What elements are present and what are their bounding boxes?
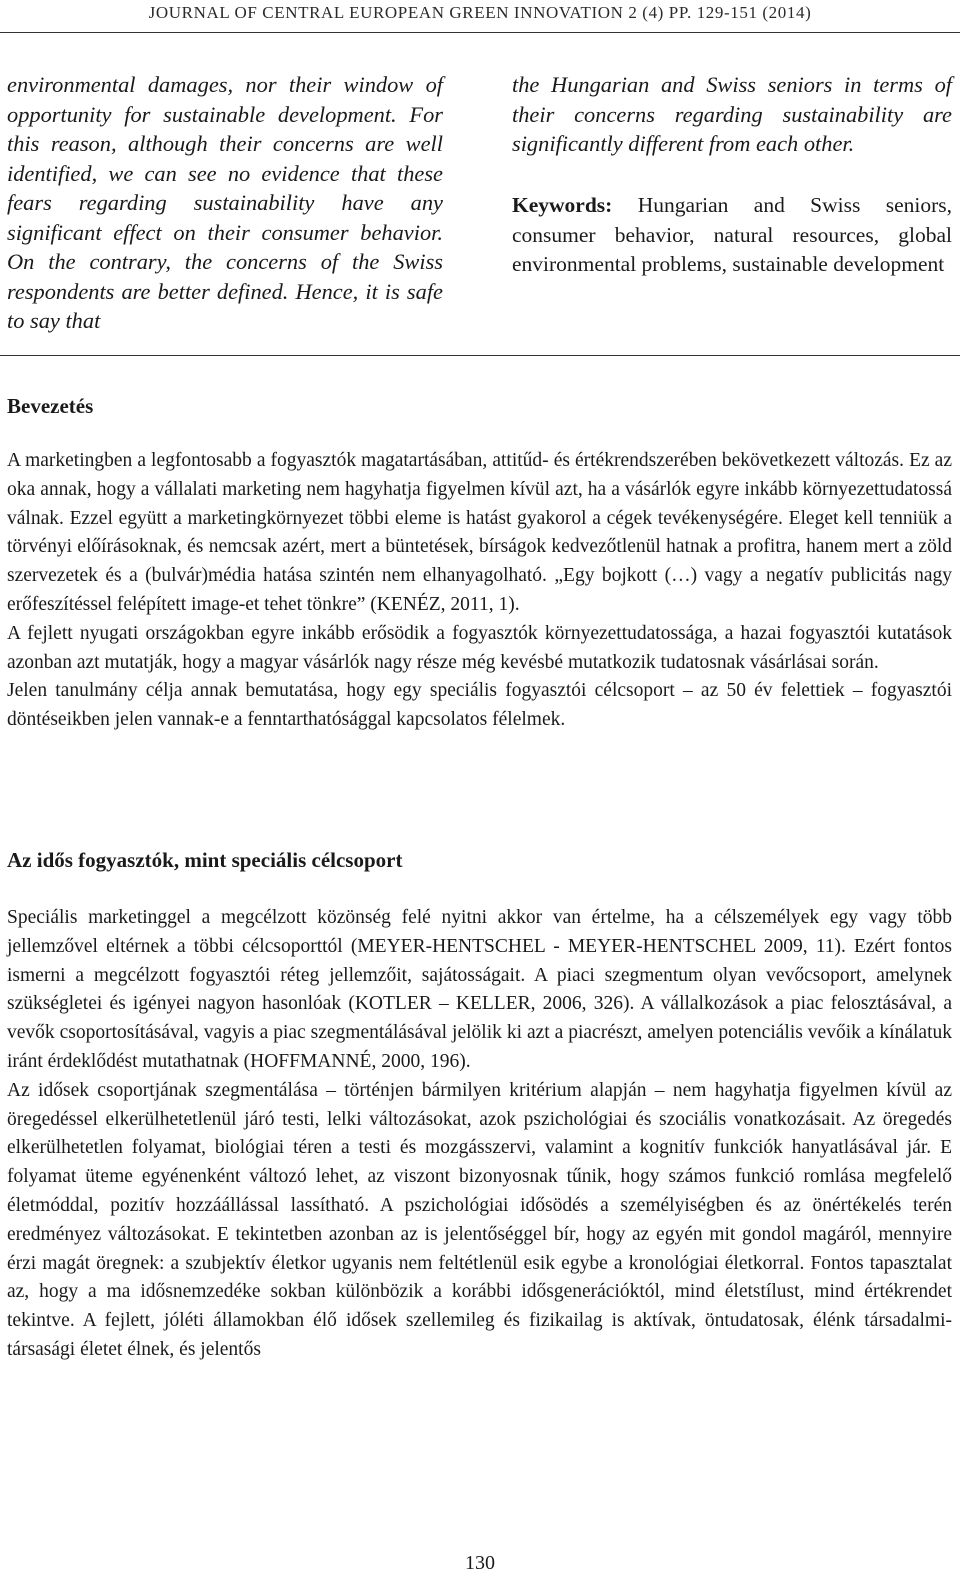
abstract-left-column: environmental damages, nor their window of opportunity for sustainable development. For this reason, although their concerns are well identified, we can see no evidence that these fears regarding sustainability have any significant effect on their consumer behavior. On the contrary, the concerns of the Swiss respondents are better defined. Hence, it is safe to say that xyxy=(7,72,443,333)
keywords-label: Keywords: xyxy=(512,193,613,217)
seniors-body xyxy=(7,904,952,1365)
page-number: 130 xyxy=(465,1552,495,1574)
header-rule xyxy=(0,32,960,33)
paragraph: Jelen tanulmány célja annak bemutatása, hogy egy speciális fogyasztói célcsoport – az 50 év felettiek – fogyasztói döntéseikben jelen vannak-e a fenntarthatósággal kapcsolatos félelmek. xyxy=(7,680,952,731)
running-head: JOURNAL OF CENTRAL EUROPEAN GREEN INNOVATION 2 (4) PP. 129-151 (2014) xyxy=(148,3,812,22)
section-heading-seniors: Az idős fogyasztók, mint speciális célcsoport xyxy=(7,848,403,872)
paragraph: A fejlett nyugati országokban egyre inkább erősödik a fogyasztók környezettudatossága, a hazai fogyasztói kutatások azonban azt mutatják, hogy a magyar vásárlók nagy része még kevésbé mutatkozik tudatosnak vásárlásai során. xyxy=(7,622,952,673)
keywords xyxy=(512,191,952,280)
section-divider xyxy=(0,355,960,356)
abstract-right-column: the Hungarian and Swiss seniors in terms of their concerns regarding sustainability are significantly different from each other. xyxy=(512,72,952,156)
section-heading-intro: Bevezetés xyxy=(7,394,94,418)
paragraph: Speciális marketinggel a megcélzott közönség felé nyitni akkor van értelme, ha a célszemélyek egy vagy több jellemzővel eltérnek a többi célcsoporttól (MEYER-HENTSCHEL - MEYER-HENTSCHEL 2009, 11). Ezért fontos ismerni a megcélzott fogyasztói réteg jellemzőit, sajátosságait. A piaci szegmentum olyan vevőcsoport, amelynek szükségletei és igényei nagyon hasonlóak (KOTLER – KELLER, 2006, 326). A vállalkozások a piac felosztásával, a vevők csoportosításával, vagyis a piac szegmentálásával jelölik ki azt a piacrészt, amelyen potenciális vevőik a kínálatuk iránt érdeklődést mutathatnak (HOFFMANNÉ, 2000, 196). xyxy=(7,907,952,1072)
keywords-text: Hungarian and Swiss seniors, consumer behavior, natural resources, global environmental problems, sustainable development xyxy=(512,193,953,276)
paragraph: Az idősek csoportjának szegmentálása – történjen bármilyen kritérium alapján – nem hagyhatja figyelmen kívül az öregedéssel elkerülhetetlenül járó testi, lelki változásokat, azok pszichológiai és szociális vonatkozásait. Az öregedés elkerülhetetlen folyamat, biológiai téren a testi és mozgásszervi, valamint a kognitív funkciók hanyatlásával jár. E folyamat üteme egyénenként változó lehet, az viszont bizonyosnak tűnik, hogy számos funkció romlása megfelelő életmóddal, pozitív hozzáállással lassítható. A pszichológiai idősödés a személyiségben és az önértékelés terén eredményez változásokat. E tekintetben azonban az is jelentőséggel bír, hogy az egyén mit gondol magáról, mennyire érzi magát öregnek: a szubjektív életkor ugyanis nem feltétlenül esik egybe a kronológiai életkorral. Fontos tapasztalat az, hogy a ma idősnemzedéke sokban különbözik a korábbi idősgenerációktól, mind életstílust, mind értékrendet tekintve. A fejlett, jóléti államokban élő idősek szellemileg és fizikailag is aktívak, öntudatosak, élénk társadalmi-társasági életet élnek, és jelentős xyxy=(7,1079,952,1360)
intro-body xyxy=(7,447,952,735)
paragraph: A marketingben a legfontosabb a fogyasztók magatartásában, attitűd- és értékrendszerében bekövetkezett változás. Ez az oka annak, hogy a vállalati marketing nem hagyhatja figyelmen kívül azt, ha a vásárlók egyre inkább környezettudatossá válnak. Ezzel együtt a marketingkörnyezet többi eleme is hatást gyakorol a cégek tevékenységére. Eleget kell tenniük a törvényi előírásoknak, és nemcsak azért, mert a büntetések, bírságok kedvezőtlenül hatnak a profitra, hanem mert a zöld szervezetek és a (bulvár)média hatása szintén nem elhanyagolható. „Egy bojkott (…) vagy a negatív publicitás nagy erőfeszítéssel felépített image-et tehet tönkre” (KENÉZ, 2011, 1). xyxy=(7,450,952,615)
